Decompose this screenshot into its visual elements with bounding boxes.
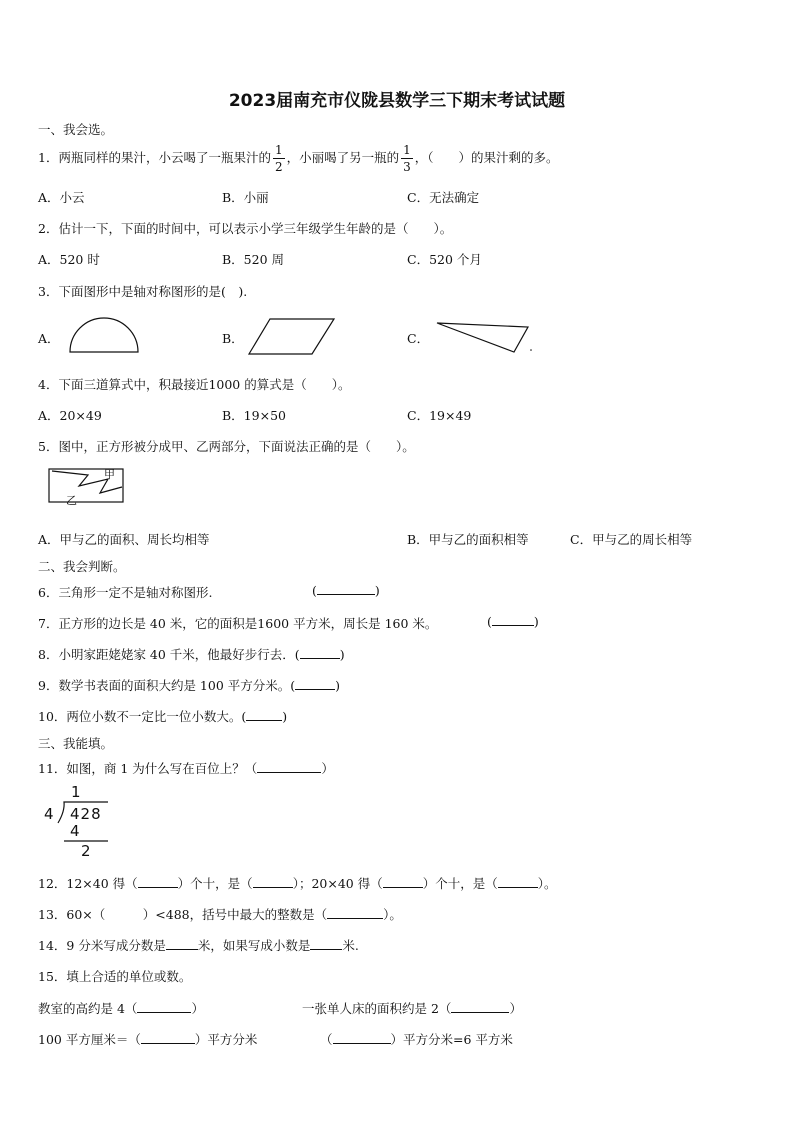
q14-text-3: 米. [342,938,359,953]
question-6: 6．三角形一定不是轴对称图形. [38,585,213,600]
answer-line[interactable] [295,678,335,690]
q15-text: 100 平方厘米＝（ [38,1032,141,1047]
answer-line[interactable] [498,876,538,888]
q15-text: 教室的高约是 4（ [38,1001,138,1016]
question-7: 7．正方形的边长是 40 米，它的面积是1600 平方米，周长是 160 米。 [38,616,438,631]
semicircle-figure [68,316,142,356]
section-heading-1: 一、我会选。 [38,122,114,137]
q12-text-5: ）。 [537,876,557,891]
paren-right: ) [339,647,345,662]
answer-line[interactable] [138,876,178,888]
division-quotient: 1 [71,783,81,801]
answer-line[interactable] [300,647,340,659]
question-8 [38,645,345,663]
division-dividend: 428 [70,805,102,823]
q1-text-post: ，（ ）的果汁剩的多。 [414,150,559,165]
paren-right: ) [533,614,539,629]
paren-left: ( [487,614,492,629]
question-11 [38,759,334,777]
fraction-denominator: 2 [274,160,283,174]
q3-option-b[interactable]: B． [222,331,244,346]
q2-option-c[interactable]: C．520 个月 [407,252,482,267]
q15-row2-right [320,1030,513,1048]
answer-line[interactable] [141,1032,195,1044]
q5-option-b[interactable]: B．甲与乙的面积相等 [407,532,529,547]
q13-text-2: ）。 [383,907,402,922]
q6-answer-blank[interactable] [312,583,380,598]
paren-right: ) [335,678,341,693]
paren-left: ( [312,583,317,598]
q12-text-3: ）；20×40 得（ [292,876,383,891]
question-15: 15．填上合适的单位或数。 [38,969,192,984]
question-14 [38,936,359,954]
question-13 [38,905,402,923]
question-3: 3．下面图形中是轴对称图形的是( ). [38,284,248,299]
q4-option-c[interactable]: C．19×49 [407,408,472,423]
paren-left: （ [320,1032,333,1047]
q15-row1-left [38,999,204,1017]
answer-line[interactable] [166,938,198,950]
answer-line[interactable] [317,583,375,595]
q3-option-a[interactable]: A． [38,331,60,346]
answer-line[interactable] [327,907,383,919]
q2-option-a[interactable]: A．520 时 [38,252,100,267]
q1-option-b[interactable]: B．小丽 [222,190,269,205]
q1-option-a[interactable]: A．小云 [38,190,85,205]
division-remainder: 2 [81,842,91,860]
q1-text-pre: 1．两瓶同样的果汁，小云喝了一瓶果汁的 [38,150,271,165]
question-5: 5．图中，正方形被分成甲、乙两部分，下面说法正确的是（ ）。 [38,439,415,454]
question-1 [38,142,559,174]
q1-text-mid: ，小丽喝了另一瓶的 [286,150,400,165]
q12-text-1: 12．12×40 得（ [38,876,138,891]
q5-option-c[interactable]: C．甲与乙的周长相等 [570,532,693,547]
divided-square-figure [48,467,128,507]
q13-text-1: 13．60×（ ）<488，括号中最大的整数是（ [38,907,328,922]
q7-answer-blank[interactable] [487,614,539,629]
division-divisor: 4 [44,805,54,823]
answer-line[interactable] [137,1001,191,1013]
q2-option-b[interactable]: B．520 周 [222,252,285,267]
fraction-numerator: 1 [274,143,283,157]
q1-option-c[interactable]: C．无法确定 [407,190,480,205]
q14-text-1: 14．9 分米写成分数是 [38,938,166,953]
question-2: 2．估计一下，下面的时间中，可以表示小学三年级学生年龄的是（ ）。 [38,221,453,236]
paren-right: ） [509,1001,522,1016]
answer-line[interactable] [253,876,293,888]
q4-option-a[interactable]: A．20×49 [38,408,102,423]
answer-line[interactable] [383,876,423,888]
q8-text: 8．小明家距姥姥家 40 千米，他最好步行去．( [38,647,300,662]
paren-right: ） [321,761,334,776]
q5-option-a[interactable]: A．甲与乙的面积、周长均相等 [38,532,210,547]
label-yi: 乙 [66,494,77,507]
q15-row1-right [302,999,522,1017]
answer-line[interactable] [310,938,342,950]
answer-line[interactable] [492,614,534,626]
question-10 [38,707,287,725]
fraction-numerator: 1 [403,143,411,157]
answer-line[interactable] [451,1001,509,1013]
q12-text-2: ）个十，是（ [177,876,253,891]
paren-right: ） [191,1001,204,1016]
q15-row2-left [38,1030,257,1048]
q11-text: 11．如图，商 1 为什么写在百位上？（ [38,761,258,776]
q4-option-b[interactable]: B．19×50 [222,408,286,423]
paren-right: ) [374,583,380,598]
triangle-figure [436,320,536,356]
question-9 [38,676,340,694]
q3-option-c[interactable]: C． [407,331,430,346]
fraction-one-half [273,144,285,173]
q9-text: 9．数学书表面的面积大约是 100 平方分米。( [38,678,296,693]
fraction-one-third [401,144,413,173]
section-heading-2: 二、我会判断。 [38,559,126,574]
division-product: 4 [70,822,80,840]
question-12 [38,874,556,892]
q15-text: ）平方分米=6 平方米 [390,1032,513,1047]
q14-text-2: 米，如果写成小数是 [197,938,311,953]
section-heading-3: 三、我能填。 [38,736,114,751]
answer-line[interactable] [333,1032,391,1044]
fraction-denominator: 3 [403,160,411,174]
q12-text-4: ）个十，是（ [422,876,498,891]
q15-text: ）平方分米 [194,1032,258,1047]
label-jia: 甲 [104,468,115,481]
question-4: 4．下面三道算式中，积最接近1000 的算式是（ ）。 [38,377,351,392]
paren-right: ) [282,709,288,724]
answer-line[interactable] [246,709,282,721]
answer-line[interactable] [257,761,321,773]
q15-text: 一张单人床的面积约是 2（ [302,1001,452,1016]
parallelogram-figure [248,317,338,357]
page-title: 2023届南充市仪陇县数学三下期末考试试题 [228,91,566,111]
q10-text: 10．两位小数不一定比一位小数大。( [38,709,247,724]
